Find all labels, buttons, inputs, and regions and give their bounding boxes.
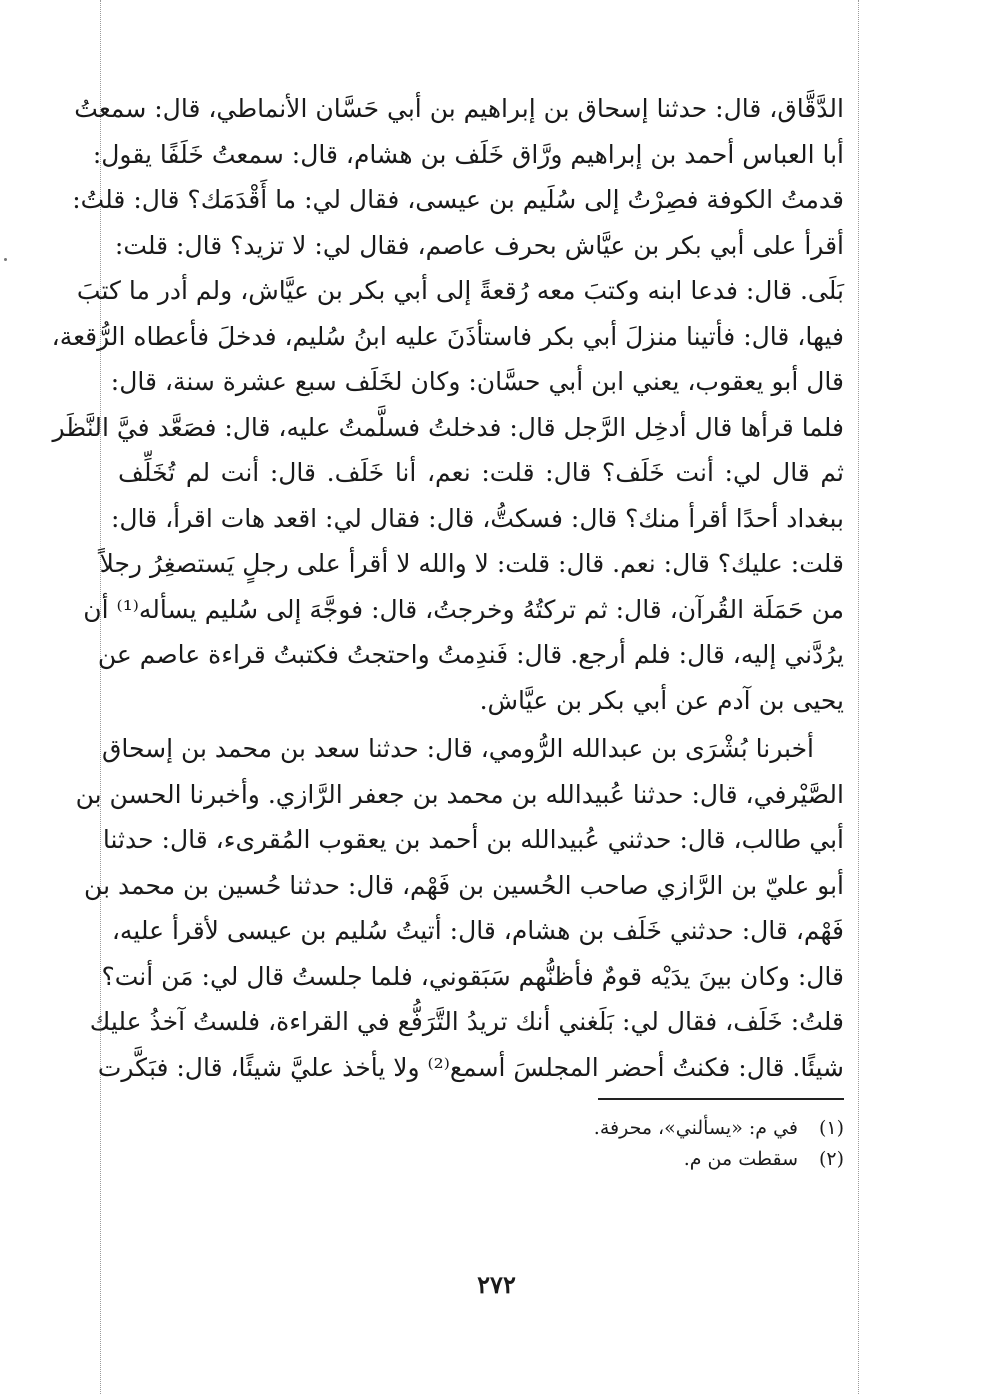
footnote xyxy=(400,1144,844,1175)
scan-margin-right xyxy=(858,0,859,1394)
text-line: يرُدَّني إليه، قال: فلم أرجع. قال: فَندِمتُ واحتجتُ فكتبتُ قراءة عاصم عن xyxy=(97,640,844,669)
footnote-number: (٢) xyxy=(818,1148,844,1170)
text-line: يحيى بن آدم عن أبي بكر بن عيَّاش. xyxy=(479,685,844,715)
footnote-text: في م: «يسألني»، محرفة. xyxy=(593,1117,798,1139)
text-line: فَهْم، قال: حدثني خَلَف بن هشام، قال: أتيتُ سُليم بن عيسى لأقرأ عليه، xyxy=(111,916,844,945)
text-line: قدمتُ الكوفة فصِرْتُ إلى سُلَيم بن عيسى، فقال لي: ما أَقْدَمَك؟ قال: قلتُ: xyxy=(72,185,844,214)
text-line: بَلَى. قال: فدعا ابنه وكتبَ معه رُقعةً إلى أبي بكر بن عيَّاش، ولم أدر ما كتبَ xyxy=(76,276,844,305)
text-line: قال أبو يعقوب، يعني ابن أبي حسَّان: وكان لخَلَف سبع عشرة سنة، قال: xyxy=(110,367,844,396)
text-line: قلتُ: خَلَف، فقال لي: بَلَغني أنك تريدُ التَّرَفُّع في القراءة، فلستُ آخذُ عليك xyxy=(89,1007,844,1036)
text-line: فيها، قال: فأتينا منزلَ أبي بكر فاستأذَنَ عليه ابنُ سُليم، فدخلَ فأعطاه الرُّقعة، xyxy=(51,321,844,351)
text-line: أبو عليّ بن الرَّازي صاحب الحُسين بن فَهْم، قال: حدثنا حُسين بن محمد بن xyxy=(84,870,844,900)
page-number: ٢٧٢ xyxy=(477,1270,516,1299)
text-line: قال: وكان بينَ يدَيْه قومٌ فأظنُّهم سَبَقوني، فلما جلستُ قال لي: مَن أنت؟ xyxy=(101,961,844,991)
footnote-separator xyxy=(598,1098,844,1100)
footnote xyxy=(400,1113,844,1144)
text-line: أبي طالب، قال: حدثني عُبيدالله بن أحمد بن يعقوب المُقرىء، قال: حدثنا xyxy=(102,825,844,854)
text-line: فلما قرأها قال أدخِل الرَّجل قال: فدخلتُ فسلَّمتُ عليه، قال: فصَعَّد فيَّ النَّظَر xyxy=(52,412,844,442)
text-line: شيئًا. قال: فكنتُ أحضر المجلسَ أسمع⁽²⁾ ولا يأخذ عليَّ شيئًا، قال: فبَكَّرت xyxy=(97,1052,844,1082)
footnotes xyxy=(400,1113,844,1175)
paragraph-1 xyxy=(51,86,844,723)
text-line: أبا العباس أحمد بن إبراهيم ورَّاق خَلَف بن هشام، قال: سمعتُ خَلَفًا يقول: xyxy=(92,139,844,169)
paragraph-2 xyxy=(75,726,844,1090)
text-line: ببغداد أحدًا أقرأ منك؟ قال: فسكتُّ، قال: فقال لي: اقعد هات اقرأ، قال: xyxy=(110,503,844,533)
footnote-text: سقطت من م. xyxy=(683,1148,798,1170)
text-line: الصَّيْرفي، قال: حدثنا عُبيدالله بن محمد بن جعفر الرَّازي. وأخبرنا الحسن بن xyxy=(75,779,844,809)
text-line: ثم قال لي: أنت خَلَف؟ قال: قلت: نعم، أنا خَلَف. قال: أنت لم تُخَلِّف xyxy=(118,458,844,487)
text-line: قلت: عليك؟ قال: نعم. قال: قلت: لا والله لا أقرأ على رجلٍ يَستصغِرُ رجلاً xyxy=(99,549,844,578)
text-line: أخبرنا بُشْرَى بن عبدالله الرُّومي، قال: حدثنا سعد بن محمد بن إسحاق xyxy=(102,734,814,763)
footnote-number: (١) xyxy=(818,1117,844,1139)
scan-speck xyxy=(4,258,7,261)
text-line: من حَمَلَة القُرآن، قال: ثم تركتُهُ وخرجتُ، قال: فوجَّهَ إلى سُليم يسأله⁽¹⁾ أن xyxy=(83,594,844,624)
text-line: أقرأ على أبي بكر بن عيَّاش بحرف عاصم، فقال لي: لا تزيد؟ قال: قلت: xyxy=(114,230,844,260)
text-line: الدَّقَّاق، قال: حدثنا إسحاق بن إبراهيم بن أبي حَسَّان الأنماطي، قال: سمعتُ xyxy=(74,94,844,123)
